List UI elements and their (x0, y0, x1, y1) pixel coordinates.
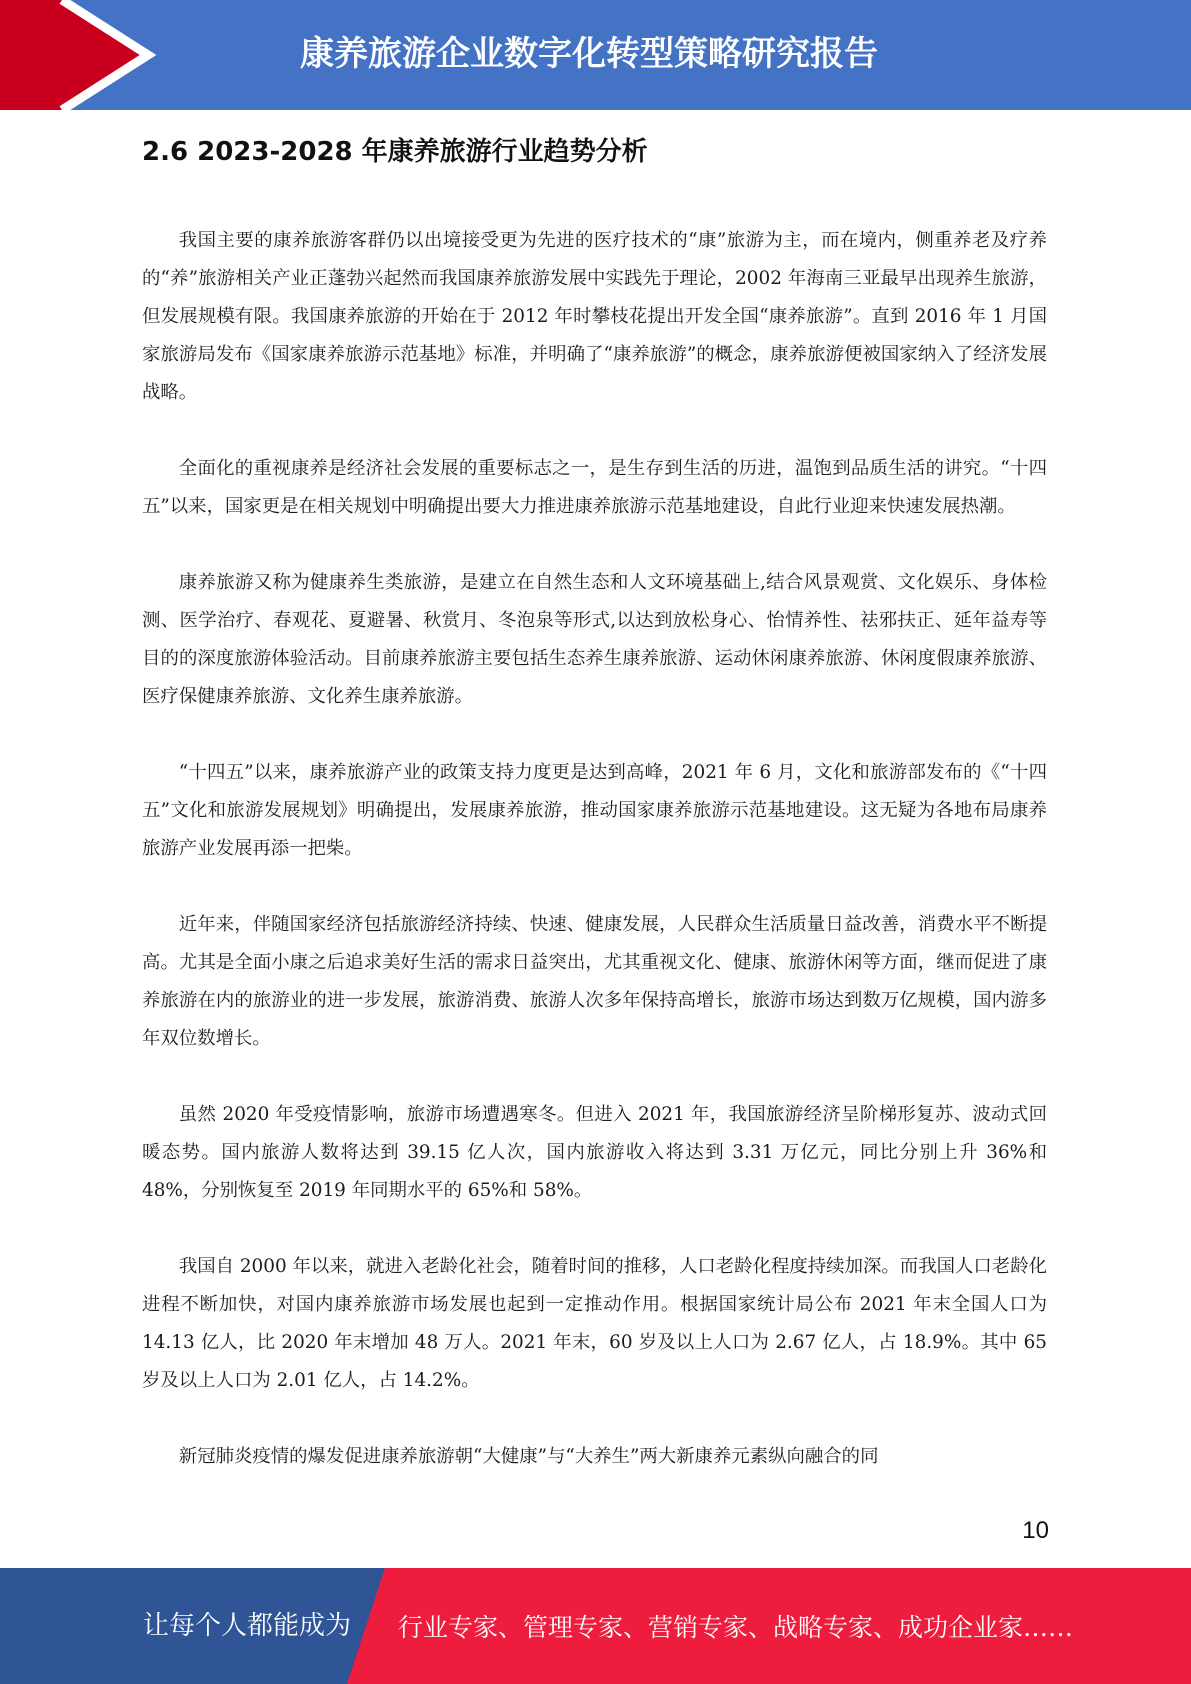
footer-slogan-left: 让每个人都能成为 (143, 1611, 352, 1641)
paragraph: 近年来，伴随国家经济包括旅游经济持续、快速、健康发展，人民群众生活质量日益改善，消费水平不断提高。尤其是全面小康之后追求美好生活的需求日益突出，尤其重视文化、健康、旅游休闲等方面，继而促进了康养旅游在内的旅游业的进一步发展，旅游消费、旅游人次多年保持高增长，旅游市场达到数万亿规模，国内游多年双位数增长。 (142, 914, 1047, 1049)
paragraph: 康养旅游又称为健康养生类旅游，是建立在自然生态和人文环境基础上,结合风景观赏、文化娱乐、身体检测、医学治疗、春观花、夏避暑、秋赏月、冬泡泉等形式,以达到放松身心、怡情养性、祛邪扶正、延年益寿等目的的深度旅游体验活动。目前康养旅游主要包括生态养生康养旅游、运动休闲康养旅游、休闲度假康养旅游、医疗保健康养旅游、文化养生康养旅游。 (142, 572, 1047, 707)
paragraph: 虽然 2020 年受疫情影响，旅游市场遭遇寒冬。但进入 2021 年，我国旅游经济呈阶梯形复苏、波动式回暖态势。国内旅游人数将达到 39.15 亿人次，国内旅游收入将达到 3.31 万亿元，同比分别上升 36%和 48%，分别恢复至 2019 年同期水平的 65%和 58%。 (142, 1104, 1047, 1201)
header-band (0, 0, 1191, 110)
paragraph: 我国自 2000 年以来，就进入老龄化社会，随着时间的推移，人口老龄化程度持续加深。而我国人口老龄化进程不断加快，对国内康养旅游市场发展也起到一定推动作用。根据国家统计局公布 2021 年末全国人口为 14.13 亿人，比 2020 年末增加 48 万人。2021 年末，60 岁及以上人口为 2.67 亿人，占 18.9%。其中 65 岁及以上人口为 2.01 亿人，占 14.2%。 (142, 1256, 1047, 1391)
page-number: 10 (1022, 1517, 1049, 1544)
body-content (142, 222, 1047, 1514)
footer-slogan-right: 行业专家、管理专家、营销专家、战略专家、成功企业家…… (398, 1613, 1074, 1642)
paragraph: 全面化的重视康养是经济社会发展的重要标志之一，是生存到生活的历进，温饱到品质生活的讲究。“十四五”以来，国家更是在相关规划中明确提出要大力推进康养旅游示范基地建设，自此行业迎来快速发展热潮。 (142, 458, 1047, 517)
paragraph: “十四五”以来，康养旅游产业的政策支持力度更是达到高峰，2021 年 6 月，文化和旅游部发布的《“十四五”文化和旅游发展规划》明确提出，发展康养旅游，推动国家康养旅游示范基地建设。这无疑为各地布局康养旅游产业发展再添一把柴。 (142, 762, 1047, 859)
header-red-arrow (0, 0, 148, 110)
paragraph: 我国主要的康养旅游客群仍以出境接受更为先进的医疗技术的“康”旅游为主，而在境内，侧重养老及疗养的“养”旅游相关产业正蓬勃兴起然而我国康养旅游发展中实践先于理论，2002 年海南三亚最早出现养生旅游，但发展规模有限。我国康养旅游的开始在于 2012 年时攀枝花提出开发全国“康养旅游”。直到 2016 年 1 月国家旅游局发布《国家康养旅游示范基地》标准，并明确了“康养旅游”的概念，康养旅游便被国家纳入了经济发展战略。 (142, 230, 1047, 403)
footer-band (0, 1568, 1191, 1684)
report-title: 康养旅游企业数字化转型策略研究报告 (300, 34, 878, 74)
section-heading: 2.6 2023-2028 年康养旅游行业趋势分析 (142, 137, 648, 167)
paragraph: 新冠肺炎疫情的爆发促进康养旅游朝“大健康”与“大养生”两大新康养元素纵向融合的同 (178, 1446, 879, 1467)
